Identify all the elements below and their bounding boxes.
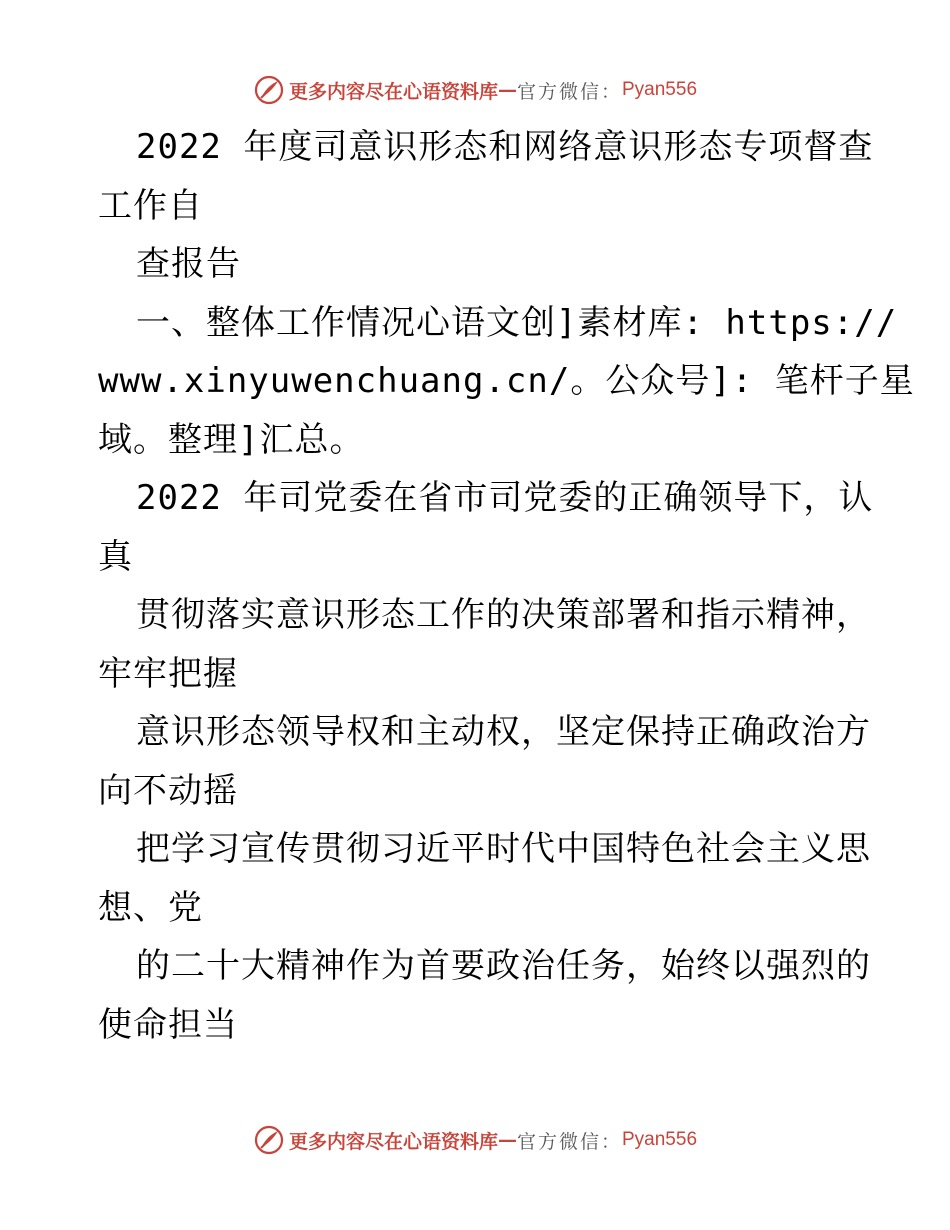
paragraph-line: 使命担当 <box>98 1004 238 1045</box>
watermark-site-text: 更多内容尽在心语资料库 <box>288 80 498 103</box>
header-watermark <box>0 70 950 110</box>
watermark-wechat-id: Pyan556 <box>622 1129 698 1150</box>
watermark-site-text: 更多内容尽在心语资料库 <box>288 1130 498 1153</box>
paragraph-line: 域。整理]汇总。 <box>98 419 365 460</box>
paragraph-line: 意识形态领导权和主动权，坚定保持正确政治方 <box>136 712 871 752</box>
quill-pen-logo-icon <box>253 1124 285 1156</box>
paragraph-line: 向不动摇 <box>98 770 238 811</box>
paragraph-line: 贯彻落实意识形态工作的决策部署和指示精神， <box>136 595 871 635</box>
paragraph-line: 2022 年司党委在省市司党委的正确领导下，认 <box>136 478 874 518</box>
footer-watermark <box>0 1120 950 1160</box>
paragraph-line: 把学习宣传贯彻习近平时代中国特色社会主义思 <box>136 829 871 869</box>
quill-pen-logo-icon <box>253 74 285 106</box>
paragraph-line: 牢牢把握 <box>98 653 238 694</box>
title-line-1: 2022 年度司意识形态和网络意识形态专项督查 <box>136 127 874 167</box>
section-heading-line: 一、整体工作情况心语文创]素材库: https:// <box>136 302 898 343</box>
watermark-dash: — <box>497 1129 517 1151</box>
paragraph-line: 想、党 <box>98 887 203 928</box>
watermark-dash: — <box>497 79 517 101</box>
paragraph-line: 的二十大精神作为首要政治任务，始终以强烈的 <box>136 946 871 986</box>
paragraph-line: www.xinyuwenchuang.cn/。公众号]: 笔杆子星 <box>98 361 915 401</box>
watermark-label: 官方微信： <box>516 1130 622 1153</box>
paragraph-line: 真 <box>98 536 133 577</box>
title-line-2: 工作自 <box>98 185 203 226</box>
document-body <box>98 118 915 1054</box>
watermark-label: 官方微信： <box>516 80 622 103</box>
title-line-3: 查报告 <box>136 244 241 284</box>
watermark-wechat-id: Pyan556 <box>622 79 698 100</box>
